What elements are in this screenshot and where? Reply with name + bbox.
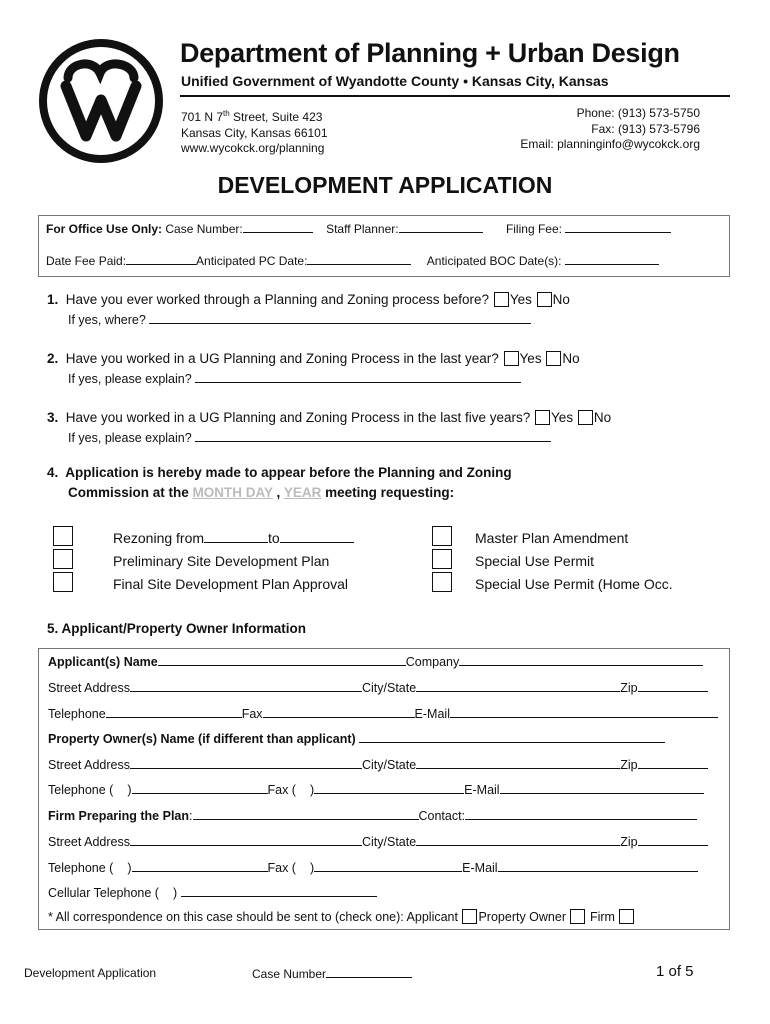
applicant-street-field[interactable] [130,680,362,692]
row-owner-name [48,731,665,746]
owner-fax-field[interactable] [314,782,464,794]
question-1-where-field[interactable] [149,312,531,324]
rezoning-checkbox[interactable] [53,526,73,546]
company-label: Company [405,655,460,669]
page-number: 1 of 5 [656,963,694,980]
question-1-followup-label: If yes, where? [68,313,146,327]
company-field[interactable] [459,654,703,666]
question-3 [47,410,611,425]
question-3-text: Have you worked in a UG Planning and Zoning Process in the last five years? [65,410,531,425]
applicant-telephone-label: Telephone [48,707,106,721]
header-divider [180,95,730,97]
date-fee-paid-field[interactable] [126,253,196,265]
applicant-telephone-field[interactable] [106,706,242,718]
applicant-name-label: Applicant(s) Name [48,655,158,669]
owner-telephone-label: Telephone ( [48,783,114,797]
question-2-no-label: No [562,351,580,366]
question-2-number: 2. [47,351,59,366]
special-use-label: Special Use Permit [475,553,595,569]
preliminary-plan-checkbox[interactable] [53,549,73,569]
special-use-checkbox[interactable] [432,549,452,569]
question-2-yes-label: Yes [519,351,542,366]
question-1-no-checkbox[interactable] [537,292,552,307]
question-4-comma: , [272,485,284,500]
email-address[interactable]: Email: planninginfo@wycokck.org [520,137,700,151]
firm-fax-paren: ) [309,861,315,875]
anticipated-boc-label: Anticipated BOC Date(s): [426,254,562,268]
question-4-line2-pre: Commission at the [68,485,193,500]
case-number-field[interactable] [243,221,313,233]
owner-email-field[interactable] [500,782,704,794]
footer-case-number-label: Case Number [252,967,327,981]
correspondence-applicant-checkbox[interactable] [462,909,477,924]
firm-street-field[interactable] [130,834,362,846]
owner-name-field[interactable] [359,731,665,743]
question-2-followup-label: If yes, please explain? [68,372,192,386]
final-plan-checkbox[interactable] [53,572,73,592]
applicant-email-label: E-Mail [414,707,450,721]
question-2-text: Have you worked in a UG Planning and Zoning Process in the last year? [65,351,499,366]
question-3-followup-label: If yes, please explain? [68,431,192,445]
question-1 [47,292,570,307]
owner-fax-label: Fax ( [267,783,296,797]
question-3-no-checkbox[interactable] [578,410,593,425]
row-firm-address [48,834,708,849]
owner-zip-field[interactable] [638,757,708,769]
rezoning-to-field[interactable] [280,531,354,543]
applicant-city-label: City/State [362,681,417,695]
anticipated-pc-field[interactable] [307,253,411,265]
question-2-followup [68,371,521,386]
owner-telephone-field[interactable] [132,782,268,794]
fax-number: Fax: (913) 573-5796 [591,121,700,136]
row-applicant-contact [48,706,718,721]
owner-zip-label: Zip [620,758,638,772]
cellular-field[interactable] [181,885,377,897]
firm-fax-label: Fax ( [267,861,296,875]
cellular-paren: ) [172,886,178,900]
applicant-fax-label: Fax [241,707,263,721]
correspondence-firm-label: Firm [589,910,615,924]
firm-colon: : [189,809,193,823]
row-applicant-name [48,654,703,669]
master-plan-label: Master Plan Amendment [475,530,629,546]
question-3-yes-label: Yes [551,410,574,425]
firm-fax-field[interactable] [314,860,462,872]
row-cellular [48,885,377,900]
date-fee-paid-label: Date Fee Paid: [46,254,127,268]
address-line2: Kansas City, Kansas 66101 [181,125,328,140]
staff-planner-field[interactable] [399,221,483,233]
question-4-number: 4. [47,465,59,480]
office-row-2 [46,253,659,268]
firm-email-label: E-Mail [462,861,498,875]
row-firm-contact [48,860,698,875]
question-1-number: 1. [47,292,59,307]
owner-email-label: E-Mail [464,783,500,797]
anticipated-boc-field[interactable] [565,253,659,265]
anticipated-pc-label: Anticipated PC Date: [196,254,308,268]
final-plan-label: Final Site Development Plan Approval [113,576,349,592]
firm-telephone-field[interactable] [132,860,268,872]
row-owner-contact [48,782,704,797]
address-line1-sup: th [223,109,230,118]
question-1-no-label: No [552,292,570,307]
question-3-yes-checkbox[interactable] [535,410,550,425]
wyandotte-logo [38,38,164,164]
question-1-text: Have you ever worked through a Planning and Zoning process before? [65,292,490,307]
question-2-yes-checkbox[interactable] [504,351,519,366]
question-2-no-checkbox[interactable] [546,351,561,366]
firm-contact-label: Contact: [418,809,466,823]
question-1-yes-checkbox[interactable] [494,292,509,307]
firm-telephone-label: Telephone ( [48,861,114,875]
correspondence-owner-label: Property Owner [478,910,566,924]
rezoning-from-label: Rezoning from [113,530,205,546]
question-3-number: 3. [47,410,59,425]
applicant-city-field[interactable] [416,680,620,692]
row-owner-address [48,757,708,772]
footer-document-name: Development Application [24,966,157,980]
case-number-label: Case Number: [165,222,243,236]
preliminary-plan-label: Preliminary Site Development Plan [113,553,330,569]
website-link[interactable]: www.wycokck.org/planning [181,141,325,155]
rezoning-from-field[interactable] [204,531,268,543]
applicant-street-label: Street Address [48,681,130,695]
firm-city-label: City/State [362,835,417,849]
question-4-line1 [47,465,512,480]
office-row-1 [46,221,671,236]
correspondence-firm-checkbox[interactable] [619,909,634,924]
applicant-zip-label: Zip [620,681,638,695]
firm-telephone-paren: ) [127,861,132,875]
special-use-home-checkbox[interactable] [432,572,452,592]
document-title: DEVELOPMENT APPLICATION [217,172,553,198]
master-plan-checkbox[interactable] [432,526,452,546]
applicant-email-field[interactable] [450,706,718,718]
firm-contact-field[interactable] [465,808,697,820]
question-4-line2-post: meeting requesting: [321,485,455,500]
department-subtitle: Unified Government of Wyandotte County • Kansas City, Kansas [181,73,609,89]
question-2-explain-field[interactable] [195,371,521,383]
firm-zip-field[interactable] [638,834,708,846]
question-2 [47,351,580,366]
owner-city-field[interactable] [416,757,620,769]
owner-street-field[interactable] [130,757,362,769]
filing-fee-field[interactable] [565,221,671,233]
owner-fax-paren: ) [309,783,315,797]
firm-zip-label: Zip [620,835,638,849]
address-line1-post: Street, Suite 423 [229,110,323,124]
row-applicant-address [48,680,708,695]
owner-street-label: Street Address [48,758,130,772]
applicant-zip-field[interactable] [638,680,708,692]
question-3-followup [68,430,551,445]
firm-city-field[interactable] [416,834,620,846]
question-4-line2 [68,485,454,500]
correspondence-label: * All correspondence on this case should be sent to (check one): Applicant [48,910,458,924]
section-5-title: 5. Applicant/Property Owner Information [47,621,307,636]
department-title: Department of Planning + Urban Design [180,38,680,68]
footer-case-number [252,966,412,981]
contact-block [520,106,700,153]
rezoning-to-label: to [268,530,280,546]
meeting-month-day-field[interactable]: MONTH DAY [192,485,273,500]
special-use-home-label: Special Use Permit (Home Occ. [475,576,673,592]
firm-email-field[interactable] [498,860,698,872]
phone-number: Phone: (913) 573-5750 [576,106,700,120]
firm-label: Firm Preparing the Plan [48,809,190,823]
question-1-yes-label: Yes [509,292,532,307]
question-3-explain-field[interactable] [195,430,551,442]
footer-case-number-field[interactable] [326,966,412,978]
cellular-label: Cellular Telephone ( [48,886,159,900]
rezoning-option [113,530,354,546]
question-1-followup [68,312,531,327]
question-3-no-label: No [593,410,612,425]
staff-planner-label: Staff Planner: [326,222,399,236]
firm-street-label: Street Address [48,835,130,849]
address-line1-pre: 701 N 7 [181,110,224,124]
row-firm [48,808,697,823]
owner-telephone-paren: ) [127,783,132,797]
row-correspondence [48,909,635,924]
applicant-fax-field[interactable] [263,706,415,718]
correspondence-owner-checkbox[interactable] [570,909,585,924]
filing-fee-label: Filing Fee: [505,222,562,236]
address-block [181,106,328,157]
meeting-year-field[interactable]: YEAR [283,485,322,500]
firm-field[interactable] [193,808,419,820]
question-4-text: Application is hereby made to appear before the Planning and Zoning [65,465,512,480]
owner-city-label: City/State [362,758,417,772]
owner-name-label: Property Owner(s) Name (if different than applicant) [48,732,356,746]
applicant-name-field[interactable] [158,654,406,666]
office-use-label: For Office Use Only: [46,222,163,236]
